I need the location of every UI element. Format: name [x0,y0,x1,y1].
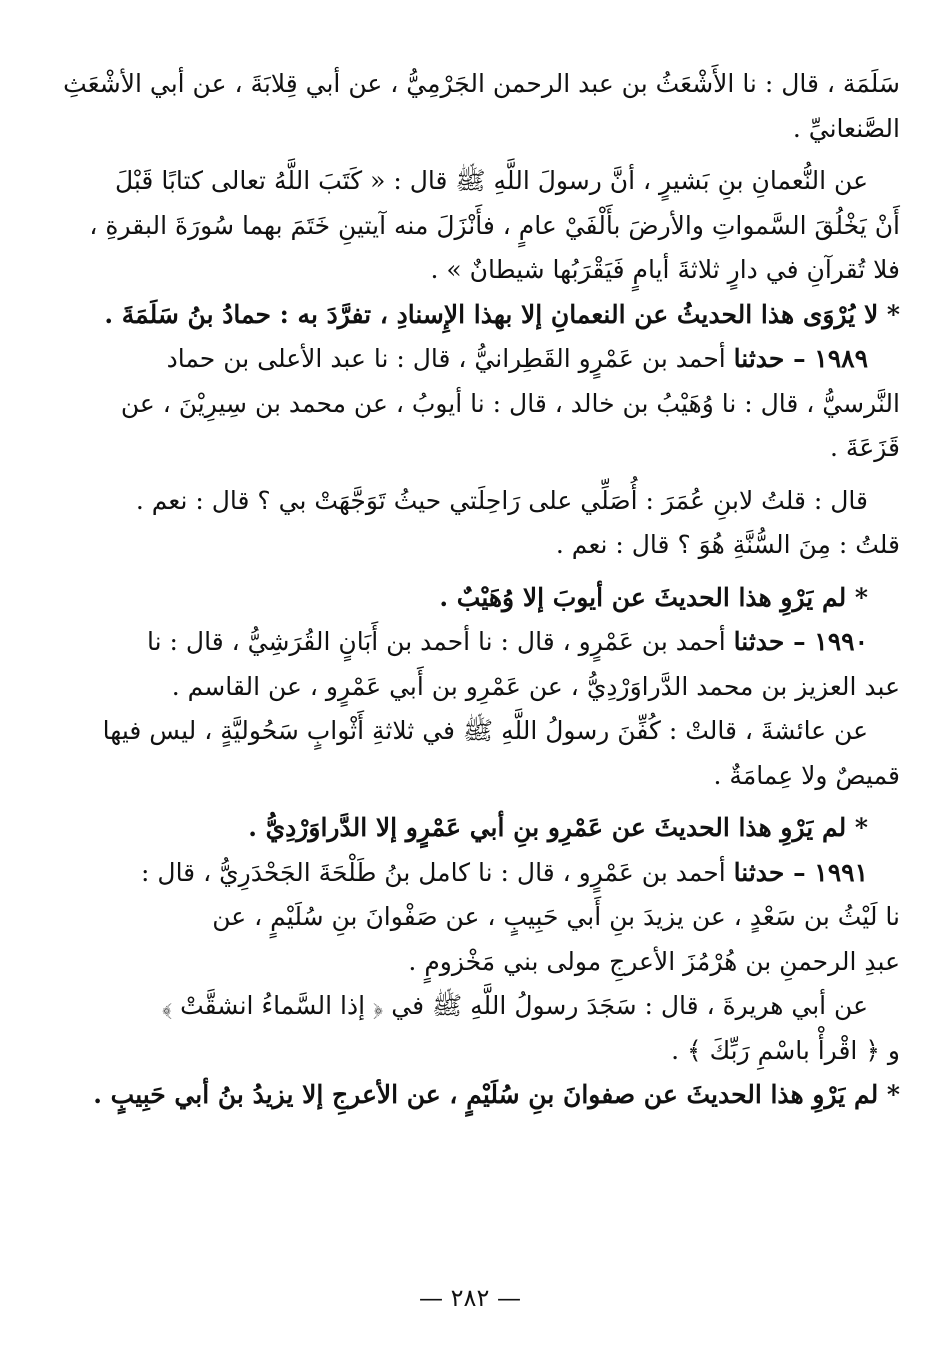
text-line: نا لَيْثُ بن سَعْدٍ ، عن يزيدَ بنِ أَبي حَبِيبٍ ، عن صَفْوانَ بنِ سُلَيْمٍ ، عن [212,902,900,931]
text-segment: أحمد بن عَمْرٍو ، قال : نا كامل بنُ طَلْحَةَ الجَحْدَرِيُّ ، قال : [141,857,734,887]
text-paragraph-continued [50,523,900,568]
text-segment: أحمد بن عَمْرٍو القَطِرانيُّ ، قال : نا عبد الأعلى بن حماد [166,344,734,373]
page-number: — ٢٨٢ — [419,1284,521,1312]
text-line: قال : قلتُ لابنِ عُمَرَ : أُصَلِّي على رَاحِلَتي حيثُ تَوَجَّهَتْ بي ؟ قال : نعم . [135,485,868,515]
hadith-entry [50,851,900,896]
text-line [50,851,868,896]
hadith-entry [50,620,900,665]
page-body [50,62,900,1118]
text-paragraph [50,984,900,1029]
hadith-note [50,806,900,851]
hadith-number: ١٩٨٩ – حدثنا [733,344,868,373]
hadith-entry-continued [50,895,900,984]
hadith-note [50,576,900,621]
text-line: قميصٌ ولا عِمامَةٌ . [713,760,900,790]
text-paragraph-continued [50,1029,900,1074]
hadith-note [50,1073,900,1118]
text-line [50,620,868,665]
text-paragraph-continued [50,204,900,293]
text-paragraph [50,159,900,204]
text-line: الصَّنعانيِّ . [792,113,900,143]
hadith-number: ١٩٩٠ – حدثنا [733,627,868,656]
text-line: قلتُ : مِنَ السُّنَّةِ هُوَ ؟ قال : نعم . [555,530,900,559]
text-paragraph [50,709,900,754]
text-line: عبد العزيز بن محمد الدَّراوَرْدِيُّ ، عن عَمْرِو بن أَبي عَمْرٍو ، عن القاسم . [171,671,900,701]
text-line: النَّرسيُّ ، قال : نا وُهَيْبُ بن خالد ، قال : نا أيوبُ ، عن محمد بن سِيرِيْنَ ، عن [120,388,900,418]
text-line: عبدِ الرحمنِ بن هُرْمُزَ الأعرجِ مولى بني مَخْزومٍ . [408,946,900,976]
text-line: أَنْ يَخْلُقَ السَّمواتِ والأرضَ بأَلْفَيْ عامٍ ، فأَنْزَلَ منه آيتينِ خَتَمَ بهما سُورَةَ البقرةِ ، [89,210,900,240]
hadith-entry-continued [50,665,900,710]
note-line: * لم يَرْوِ هذا الحديثَ عن أيوبَ إلا وُهَيْبٌ . [439,582,868,612]
text-line: عن عائشةَ ، قالتْ : كُفِّنَ رسولُ اللَّهِ ﷺ في ثلاثةِ أَثْوابٍ سَحُوليَّةٍ ، ليس فيها [102,716,868,745]
text-paragraph [50,479,900,524]
text-line: قَزَعَةَ . [830,433,900,462]
hadith-entry-continued [50,382,900,471]
text-segment: أحمد بن عَمْرٍو ، قال : نا أحمد بن أَبَانٍ القُرَشِيُّ ، قال : نا [147,627,734,656]
text-line: عن النُّعمانِ بنِ بَشيرٍ ، أنَّ رسولَ اللَّهِ ﷺ قال : « كَتَبَ اللَّهُ تعالى كتابًا قَبْلَ [114,166,868,195]
hadith-entry [50,337,900,382]
hadith-number: ١٩٩١ – حدثنا [733,857,868,887]
text-line [50,337,868,382]
text-paragraph [50,62,900,151]
note-line: * لم يَرْوِ هذا الحديثَ عن عَمْرِو بنِ أبي عَمْرٍو إلا الدَّراوَرْدِيُّ . [248,813,868,842]
note-line: * لم يَرْوِ هذا الحديثَ عن صفوانَ بنِ سُلَيْمٍ ، عن الأعرجِ إلا يزيدُ بنُ أبي حَبِيبٍ . [93,1080,900,1109]
text-line: و ﴿ اقْرأْ باسْمِ رَبِّكَ ﴾ . [671,1035,900,1065]
hadith-note [50,293,900,338]
note-line: * لا يُرْوَى هذا الحديثُ عن النعمانِ إلا بهذا الإِسنادِ ، تفرَّدَ به : حمادُ بنُ سَلَمَةَ . [104,299,900,329]
text-paragraph-continued [50,754,900,799]
text-line: عن أبي هريرةَ ، قال : سَجَدَ رسولُ اللَّهِ ﷺ في ﴿ إذا السَّماءُ انشقَّتْ ﴾ [161,991,868,1020]
text-line: سَلَمَة ، قال : نا الأَشْعَثُ بن عبد الرحمن الجَرْمِيُّ ، عن أبي قِلابَةَ ، عن أبي الأشْعَثِ [63,69,900,98]
text-line: فلا تُقرآنِ في دارٍ ثلاثةَ أيامٍ فَيَقْرَبُها شيطانٌ » . [430,255,900,284]
